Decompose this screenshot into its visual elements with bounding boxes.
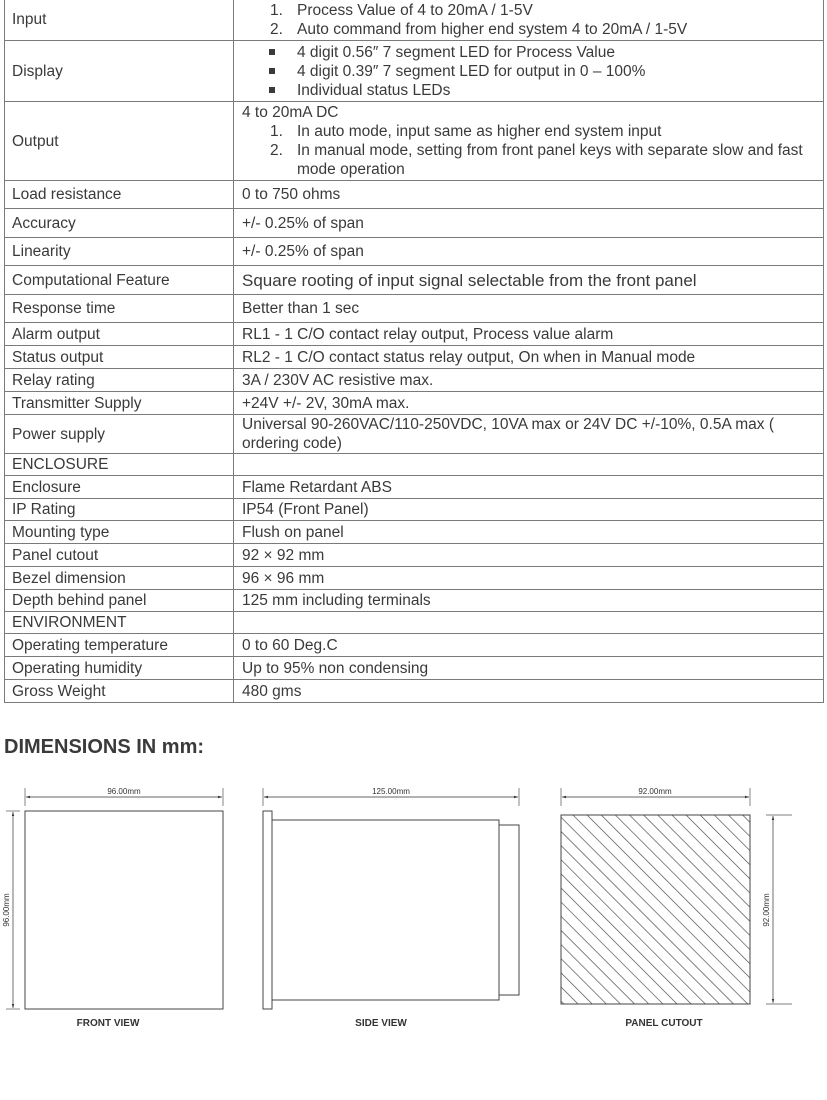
- front-view: [2, 787, 223, 1029]
- spec-label: Bezel dimension: [5, 567, 234, 590]
- spec-label: Status output: [5, 346, 234, 369]
- table-row: [5, 392, 824, 415]
- spec-label: Operating temperature: [5, 634, 234, 657]
- table-row: [5, 657, 824, 680]
- table-row: [5, 476, 824, 499]
- table-row: [5, 544, 824, 567]
- side-view-caption: SIDE VIEW: [355, 1018, 407, 1029]
- spec-label: IP Rating: [5, 499, 234, 521]
- table-row: [5, 238, 824, 266]
- spec-value: +/- 0.25% of span: [234, 209, 824, 238]
- input-list: [242, 1, 823, 39]
- spec-label: Computational Feature: [5, 266, 234, 295]
- front-width-label: 96.00mm: [107, 787, 141, 796]
- spec-value: Flush on panel: [234, 521, 824, 544]
- cutout-width-label: 92.00mm: [638, 787, 672, 796]
- cutout-height-label: 92.00mm: [762, 893, 771, 927]
- table-row: [5, 181, 824, 209]
- spec-label: Transmitter Supply: [5, 392, 234, 415]
- spec-value: IP54 (Front Panel): [234, 499, 824, 521]
- spec-value: +24V +/- 2V, 30mA max.: [234, 392, 824, 415]
- list-item: 4 digit 0.56″ 7 segment LED for Process Value: [242, 43, 823, 62]
- list-item: 2. Auto command from higher end system 4 to 20mA / 1-5V: [270, 20, 688, 38]
- spec-value: [234, 454, 824, 476]
- spec-value: [234, 612, 824, 634]
- table-row: [5, 295, 824, 323]
- table-row: [5, 266, 824, 295]
- spec-label: Depth behind panel: [5, 590, 234, 612]
- spec-label: Enclosure: [5, 476, 234, 499]
- spec-label: Power supply: [5, 415, 234, 454]
- panel-cutout-view: [561, 787, 792, 1029]
- bullet-icon: [269, 87, 275, 93]
- spec-label: Alarm output: [5, 323, 234, 346]
- bullet-icon: [269, 49, 275, 55]
- display-list: [242, 43, 823, 100]
- spec-value: 480 gms: [234, 680, 824, 703]
- table-row: [5, 567, 824, 590]
- spec-value: Flame Retardant ABS: [234, 476, 824, 499]
- spec-value: 3A / 230V AC resistive max.: [234, 369, 824, 392]
- spec-value: 0 to 750 ohms: [234, 181, 824, 209]
- spec-value: Square rooting of input signal selectable from the front panel: [234, 266, 824, 295]
- bullet-icon: [269, 68, 275, 74]
- spec-label: Panel cutout: [5, 544, 234, 567]
- output-list: [242, 122, 823, 179]
- table-row: [5, 499, 824, 521]
- table-row: [5, 612, 824, 634]
- list-item: 1. Process Value of 4 to 20mA / 1-5V: [270, 1, 533, 19]
- output-intro: 4 to 20mA DC: [242, 104, 339, 121]
- spec-label: ENCLOSURE: [5, 454, 234, 476]
- spec-value: 92 × 92 mm: [234, 544, 824, 567]
- side-view-terminals: [499, 825, 519, 995]
- spec-value: +/- 0.25% of span: [234, 238, 824, 266]
- table-row: [5, 590, 824, 612]
- spec-value: Better than 1 sec: [234, 295, 824, 323]
- spec-label: Input: [5, 0, 234, 41]
- spec-row-input: [5, 0, 824, 41]
- spec-label: Load resistance: [5, 181, 234, 209]
- spec-value: Up to 95% non condensing: [234, 657, 824, 680]
- spec-label: Operating humidity: [5, 657, 234, 680]
- table-row: [5, 346, 824, 369]
- table-row: [5, 369, 824, 392]
- spec-label: Accuracy: [5, 209, 234, 238]
- panel-cutout-caption: PANEL CUTOUT: [625, 1018, 703, 1029]
- table-row: [5, 415, 824, 454]
- side-depth-label: 125.00mm: [372, 787, 410, 796]
- spec-value: RL2 - 1 C/O contact status relay output, On when in Manual mode: [234, 346, 824, 369]
- side-view-body: [272, 820, 499, 1000]
- list-item: Individual status LEDs: [242, 81, 823, 100]
- spec-label: Mounting type: [5, 521, 234, 544]
- table-row: [5, 323, 824, 346]
- table-row: [5, 634, 824, 657]
- front-view-caption: FRONT VIEW: [76, 1018, 140, 1029]
- spec-label: ENVIRONMENT: [5, 612, 234, 634]
- front-height-label: 96.00mm: [2, 893, 11, 927]
- spec-label: Relay rating: [5, 369, 234, 392]
- spec-label: Linearity: [5, 238, 234, 266]
- front-view-outline: [25, 811, 223, 1009]
- spec-row-display: [5, 41, 824, 102]
- spec-label: Display: [5, 41, 234, 102]
- spec-value: RL1 - 1 C/O contact relay output, Process value alarm: [234, 323, 824, 346]
- list-item: 2. In manual mode, setting from front panel keys with separate slow and fast mode operation: [270, 142, 803, 178]
- spec-label: Gross Weight: [5, 680, 234, 703]
- spec-value: Universal 90-260VAC/110-250VDC, 10VA max or 24V DC +/-10%, 0.5A max ( ordering code): [234, 415, 824, 454]
- table-row: [5, 454, 824, 476]
- specification-table: [4, 0, 824, 703]
- spec-value: 0 to 60 Deg.C: [234, 634, 824, 657]
- list-item: 1. In auto mode, input same as higher end system input: [270, 123, 662, 140]
- dimensions-heading: DIMENSIONS IN mm:: [4, 736, 205, 758]
- panel-cutout-hatch: [561, 815, 750, 1004]
- dimension-drawings: [0, 780, 827, 1040]
- spec-value: 125 mm including terminals: [234, 590, 824, 612]
- table-row: [5, 521, 824, 544]
- spec-label: Response time: [5, 295, 234, 323]
- spec-row-output: [5, 102, 824, 181]
- side-view: [263, 787, 519, 1029]
- spec-value: 96 × 96 mm: [234, 567, 824, 590]
- table-row: [5, 209, 824, 238]
- list-item: 4 digit 0.39″ 7 segment LED for output in 0 – 100%: [242, 62, 823, 81]
- side-view-bezel: [263, 811, 272, 1009]
- table-row: [5, 680, 824, 703]
- spec-label: Output: [5, 102, 234, 181]
